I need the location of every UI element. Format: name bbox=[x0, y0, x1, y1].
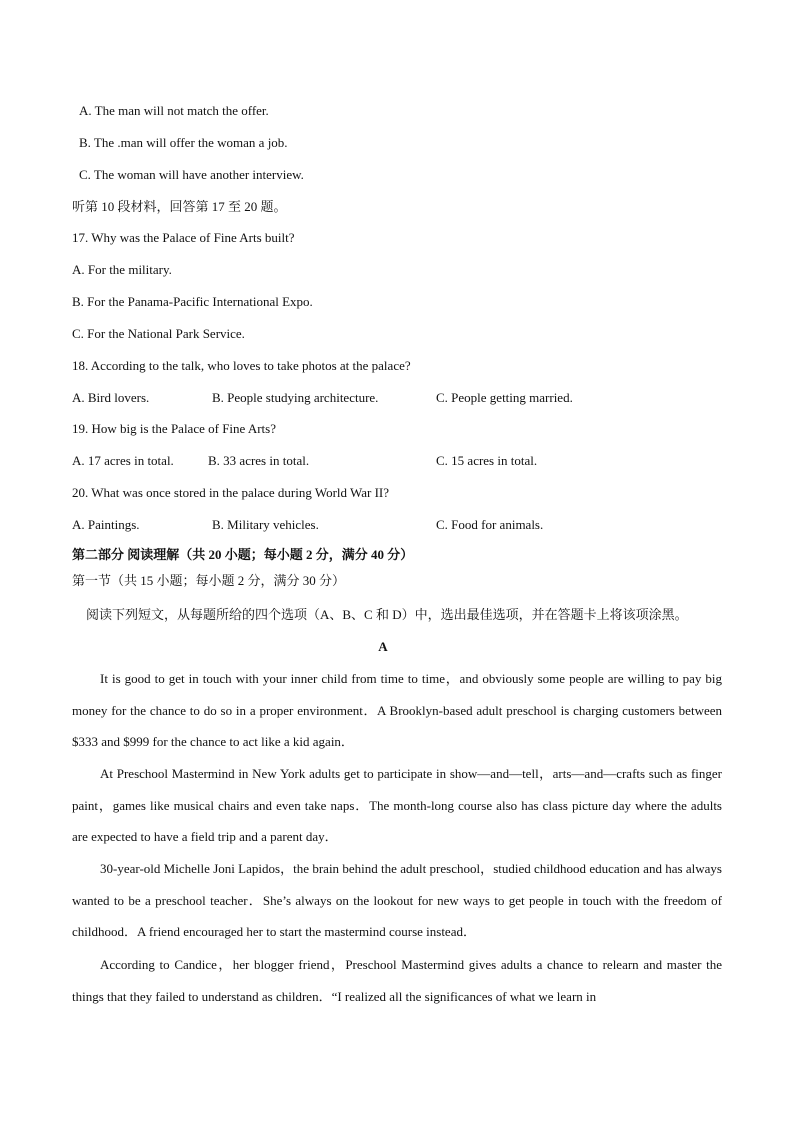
q19-option-c: C. 15 acres in total. bbox=[436, 453, 538, 468]
q19-stem: 19. How big is the Palace of Fine Arts? bbox=[72, 421, 276, 436]
q16-option-b: B. The .man will offer the woman a job. bbox=[79, 135, 288, 150]
section1-heading: 第一节（共 15 小题；每小题 2 分，满分 30 分） bbox=[72, 573, 346, 588]
q16-option-c: C. The woman will have another interview. bbox=[79, 167, 304, 182]
passage-paragraph-3: 30-year-old Michelle Joni Lapidos，the brain behind the adult preschool，studied childhood education and has always wanted to be a preschool teacher．She’s always on the lookout for new ways to get people in touch with the freedom of childhood．A friend encouraged her to start the mastermind course instead． bbox=[72, 861, 722, 940]
q17-option-b: B. For the Panama-Pacific International Expo. bbox=[72, 294, 313, 309]
q18-option-a: A. Bird lovers. bbox=[72, 390, 150, 405]
q17-stem: 17. Why was the Palace of Fine Arts built? bbox=[72, 230, 295, 245]
q20-stem: 20. What was once stored in the palace during World War II? bbox=[72, 485, 390, 500]
passage-label: A bbox=[378, 639, 388, 654]
passage-paragraph-4: According to Candice，her blogger friend，Preschool Mastermind gives adults a chance to relearn and master the things that they failed to understand as children．“I realized all the significances of what we learn in bbox=[72, 957, 722, 1004]
passage-paragraph-1: It is good to get in touch with your inner child from time to time，and obviously some people are willing to pay big money for the chance to do so in a proper environment．A Brooklyn-based adult preschool is charging customers between $333 and $999 for the chance to act like a kid again． bbox=[72, 671, 722, 750]
q20-option-a: A. Paintings. bbox=[72, 517, 140, 532]
q20-options bbox=[72, 517, 722, 533]
q17-option-a: A. For the military. bbox=[72, 262, 172, 277]
q20-option-c: C. Food for animals. bbox=[436, 517, 544, 532]
q19-option-a: A. 17 acres in total. bbox=[72, 453, 174, 468]
q19-options bbox=[72, 453, 722, 469]
reading-instructions: 阅读下列短文，从每题所给的四个选项（A、B、C 和 D）中，选出最佳选项，并在答题卡上将该项涂黑。 bbox=[86, 607, 688, 622]
q18-option-b: B. People studying architecture. bbox=[212, 390, 379, 405]
q17-option-c: C. For the National Park Service. bbox=[72, 326, 245, 341]
part2-heading: 第二部分 阅读理解（共 20 小题；每小题 2 分，满分 40 分） bbox=[72, 547, 414, 562]
passage-paragraph-2: At Preschool Mastermind in New York adults get to participate in show—and—tell，arts—and—crafts such as finger paint，games like musical chairs and even take naps．The month-long course also has class picture day where the adults are expected to have a field trip and a parent day． bbox=[72, 766, 722, 845]
q18-stem: 18. According to the talk, who loves to take photos at the palace? bbox=[72, 358, 411, 373]
q18-options bbox=[72, 390, 722, 406]
q18-option-c: C. People getting married. bbox=[436, 390, 573, 405]
section10-intro: 听第 10 段材料，回答第 17 至 20 题。 bbox=[72, 199, 287, 214]
q16-option-a: A. The man will not match the offer. bbox=[79, 103, 269, 118]
q20-option-b: B. Military vehicles. bbox=[212, 517, 319, 532]
q19-option-b: B. 33 acres in total. bbox=[208, 453, 310, 468]
